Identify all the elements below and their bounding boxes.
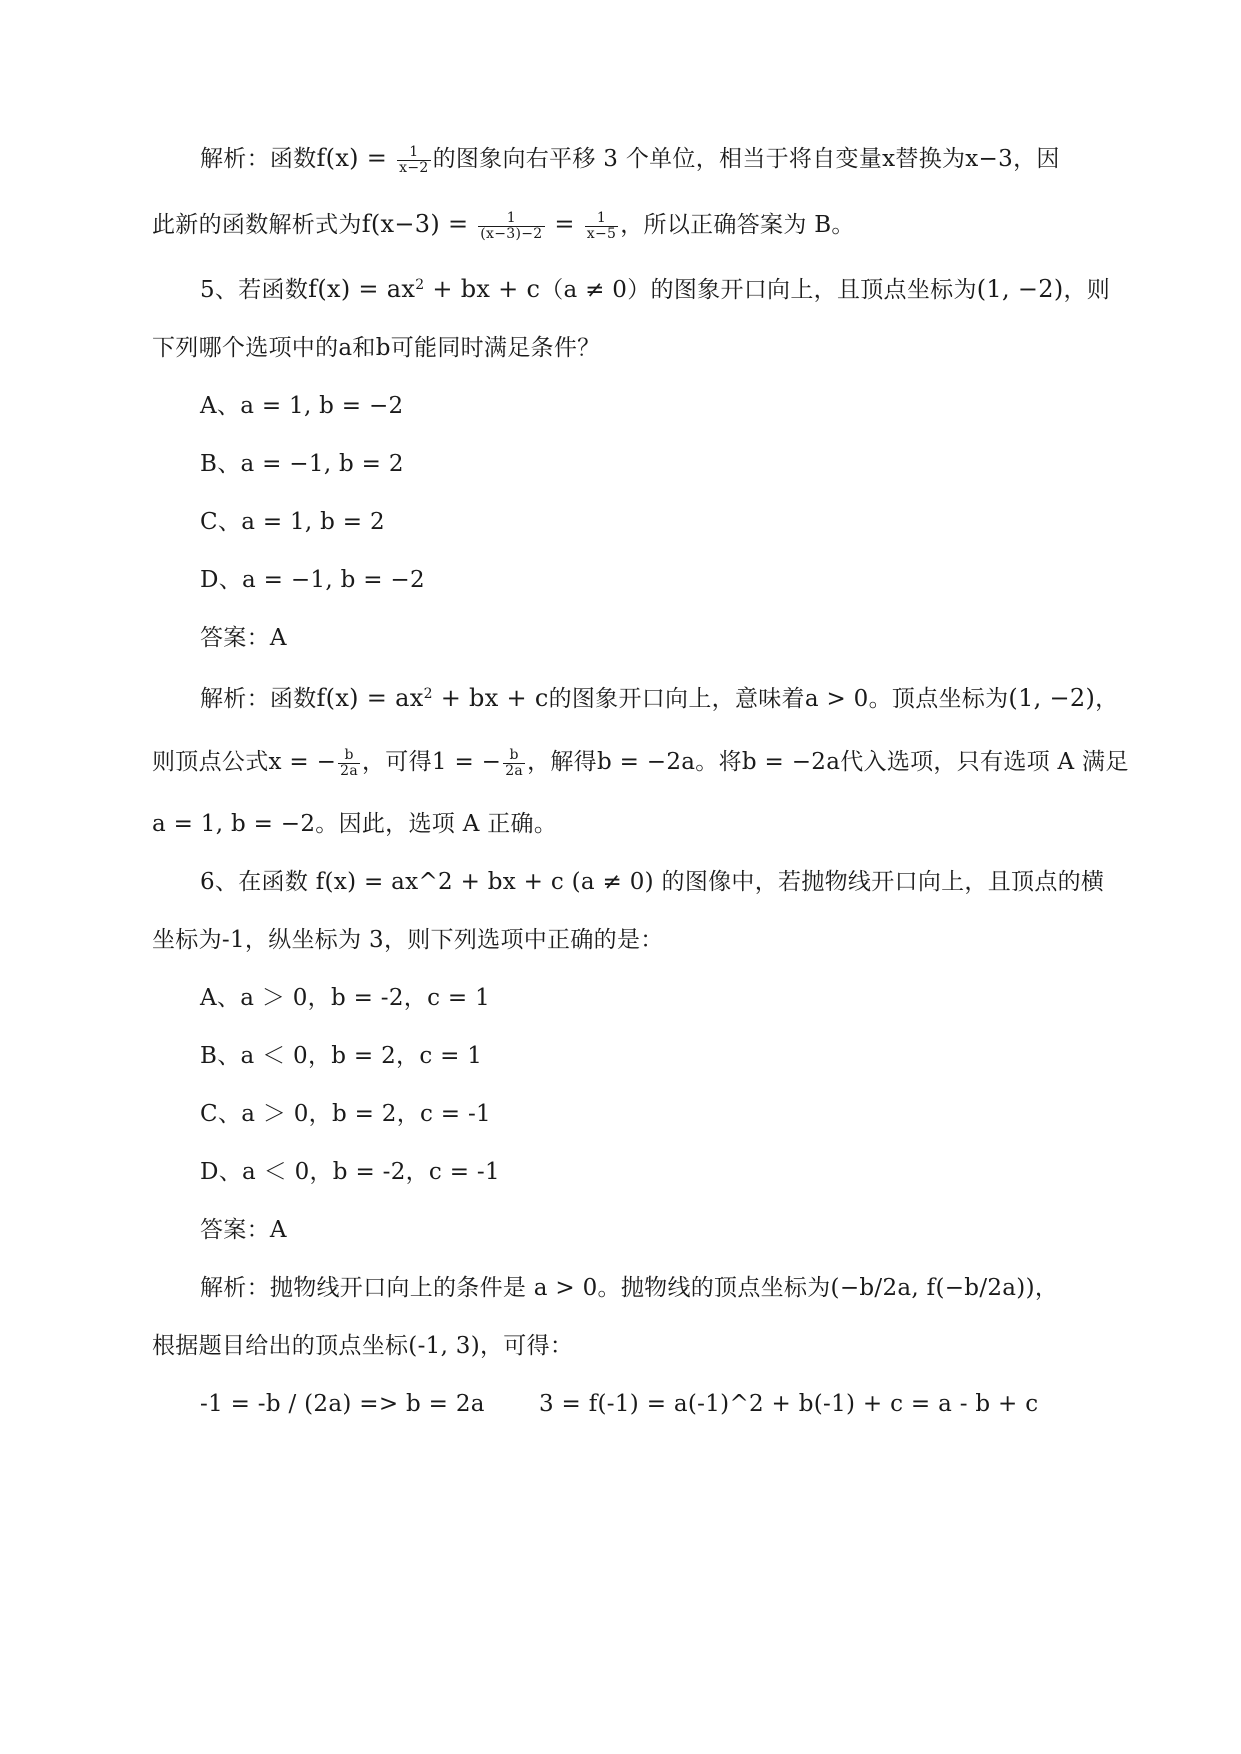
- superscript: 2: [423, 686, 433, 702]
- question-6-line-1: [200, 866, 1104, 898]
- text-run: ，所以正确答案为 B。: [620, 212, 855, 238]
- fraction: [397, 145, 430, 176]
- text-run: 此新的函数解析式为: [152, 212, 362, 238]
- text-run: ，解得b = −2a。将b = −2a代入选项，只有选项 A 满足: [527, 749, 1129, 775]
- question-6-line-2: [152, 924, 664, 956]
- text-run: 的图象向右平移 3 个单位，相当于将自变量x替换为x−3，因: [432, 146, 1060, 172]
- question-6-answer: [200, 1214, 287, 1246]
- text-run: ，可得1 = −: [362, 749, 502, 775]
- text-run: 解析：函数: [200, 146, 317, 172]
- superscript: 2: [415, 277, 425, 293]
- math-run: f(x) =: [316, 144, 396, 172]
- math-run: (1, −2): [1008, 684, 1096, 712]
- question-6-option-c: [200, 1098, 491, 1130]
- question-6-option-d: [200, 1156, 500, 1188]
- analysis-4-line-2: [152, 208, 855, 242]
- text-run: 5、若函数: [200, 277, 309, 303]
- question-5-line-1: [200, 273, 1110, 306]
- fraction-denominator: x−2: [399, 159, 429, 176]
- text-run: 下列哪个选项中的a和b可能同时满足条件？: [152, 335, 601, 361]
- math-run: + bx + c: [432, 684, 549, 712]
- question-5-option-c: [200, 506, 385, 538]
- text-run: 则顶点公式x = −: [152, 749, 337, 775]
- analysis-5-line-1: [200, 682, 1118, 715]
- text-run: -1 = -b / (2a) => b = 2a 3 = f(-1) = a(-1)^2 + b(-1) + c = a - b + c: [200, 1391, 1039, 1417]
- text-run: A、a = 1, b = −2: [200, 393, 404, 419]
- text-run: 解析：抛物线开口向上的条件是 a > 0。抛物线的顶点坐标为(−b/2a, f(−b/2a))，: [200, 1275, 1059, 1301]
- math-run: + bx + c: [424, 275, 541, 303]
- text-run: A、a ＞ 0，b = -2，c = 1: [200, 985, 491, 1011]
- text-run: 解析：函数: [200, 686, 317, 712]
- fraction: [585, 211, 618, 242]
- fraction: [478, 211, 544, 242]
- question-5-option-d: [200, 564, 425, 596]
- fraction-denominator: x−5: [586, 225, 617, 242]
- analysis-4-line-1: [200, 142, 1060, 176]
- fraction-numerator: 1: [596, 209, 607, 226]
- fraction-numerator: b: [344, 746, 354, 763]
- text-run: C、a = 1, b = 2: [200, 509, 385, 535]
- fraction-numerator: 1: [409, 143, 419, 160]
- text-run: C、a ＞ 0，b = 2，c = -1: [200, 1101, 491, 1127]
- question-6-option-a: [200, 982, 490, 1014]
- fraction-numerator: 1: [506, 209, 516, 226]
- analysis-6-line-3: [200, 1388, 1038, 1420]
- text-run: D、a ＜ 0，b = -2，c = -1: [200, 1159, 500, 1185]
- text-run: B、a = −1, b = 2: [200, 451, 404, 477]
- fraction-denominator: (x−3)−2: [480, 225, 543, 242]
- text-run: 答案：A: [200, 625, 287, 651]
- question-5-answer: [200, 622, 287, 654]
- fraction: [503, 748, 525, 779]
- text-run: ，: [1095, 686, 1119, 712]
- question-5-option-b: [200, 448, 404, 480]
- analysis-5-line-2: [152, 746, 1129, 779]
- text-run: ，则: [1063, 277, 1111, 303]
- analysis-6-line-1: [200, 1272, 1058, 1304]
- fraction-denominator: 2a: [340, 762, 358, 779]
- math-run: f(x) = ax: [316, 684, 424, 712]
- analysis-5-line-3: [152, 808, 557, 840]
- question-5-option-a: [200, 390, 404, 422]
- text-run: a = 1, b = −2。因此，选项 A 正确。: [152, 811, 558, 837]
- text-run: B、a ＜ 0，b = 2，c = 1: [200, 1043, 483, 1069]
- question-6-option-b: [200, 1040, 482, 1072]
- text-run: （a ≠ 0）的图象开口向上，且顶点坐标为: [540, 277, 977, 303]
- analysis-6-line-2: [152, 1330, 573, 1362]
- question-5-line-2: [152, 332, 600, 364]
- text-run: 的图象开口向上，意味着a > 0。顶点坐标为: [548, 686, 1009, 712]
- math-run: =: [546, 210, 583, 238]
- text-run: 坐标为-1，纵坐标为 3，则下列选项中正确的是：: [152, 927, 664, 953]
- text-run: 根据题目给出的顶点坐标(-1, 3)，可得：: [152, 1333, 574, 1359]
- text-run: D、a = −1, b = −2: [200, 567, 425, 593]
- text-run: 6、在函数 f(x) = ax^2 + bx + c (a ≠ 0) 的图像中，若抛物线开口向上，且顶点的横: [200, 869, 1105, 895]
- text-run: 答案：A: [200, 1217, 287, 1243]
- fraction-numerator: b: [509, 746, 519, 763]
- fraction: [338, 748, 360, 779]
- math-run: (1, −2): [976, 275, 1064, 303]
- fraction-denominator: 2a: [505, 762, 524, 779]
- math-run: f(x−3) =: [361, 210, 477, 238]
- math-run: f(x) = ax: [308, 275, 416, 303]
